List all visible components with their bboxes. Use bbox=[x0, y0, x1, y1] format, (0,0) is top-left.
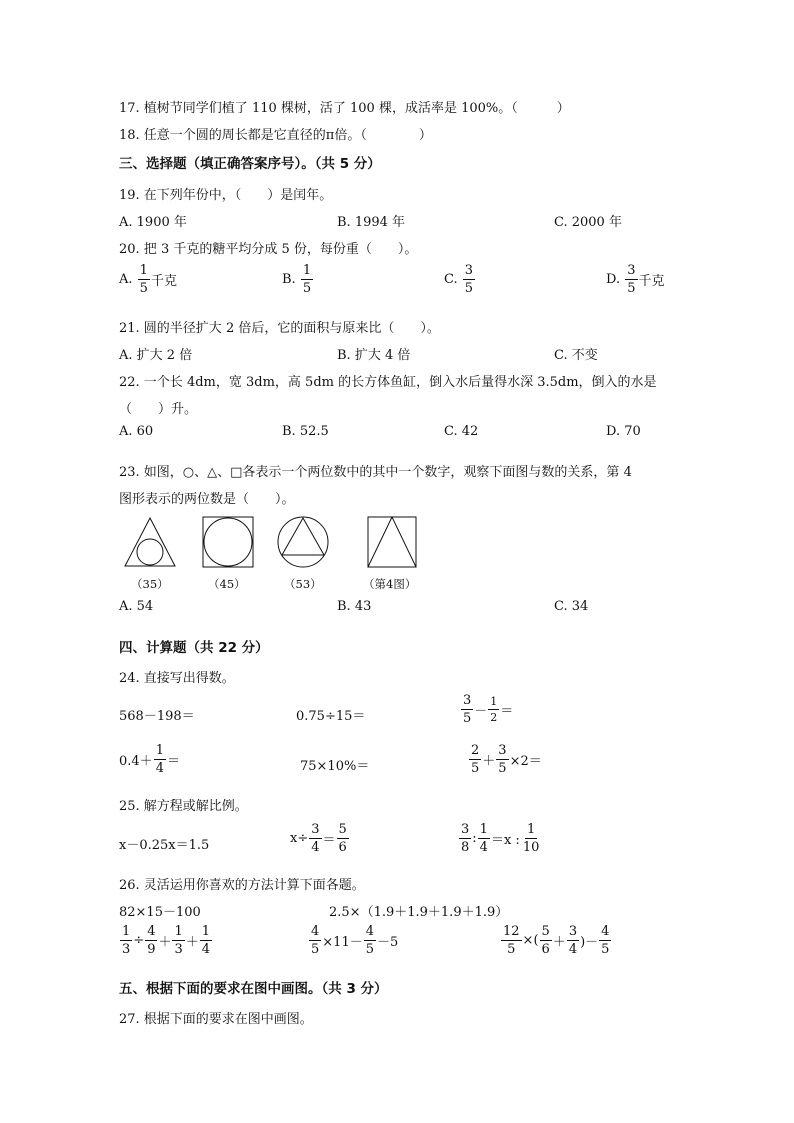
fraction: $\frac{1}{3}$ bbox=[122, 924, 131, 957]
question-20-stem: 20. 把 3 千克的糖平均分成 5 份，每份重（ ）。 bbox=[119, 242, 418, 257]
fraction: $\frac{3}{4}$ bbox=[311, 822, 320, 855]
question-24-stem: 24. 直接写出得数。 bbox=[119, 671, 235, 686]
question-17: 17. 植树节同学们植了 110 棵树，活了 100 棵，成活率是 100%。（ ） bbox=[119, 101, 570, 116]
q21-option-c: C. 不变 bbox=[554, 348, 598, 363]
q21-option-a: A. 扩大 2 倍 bbox=[119, 348, 193, 363]
q23-option-a: A. 54 bbox=[119, 599, 154, 614]
q20-option-d bbox=[606, 264, 665, 295]
question-22-stem-cont: （ ）升。 bbox=[119, 402, 198, 417]
fraction: $\frac{2}{5}$ bbox=[471, 743, 480, 776]
q26-expr-5 bbox=[500, 925, 612, 956]
operator: ＋ bbox=[482, 754, 496, 769]
question-22-stem: 22. 一个长 4dm，宽 3dm，高 5dm 的长方体鱼缸，倒入水后量得水深 3.5dm，倒入的水是 bbox=[119, 375, 657, 390]
expr-prefix: x÷ bbox=[290, 831, 309, 846]
fraction: $\frac{3}{8}$ bbox=[461, 822, 470, 855]
q21-option-b: B. 扩大 4 倍 bbox=[337, 348, 411, 363]
ratio-colon: : bbox=[472, 831, 477, 846]
caption-figure-4: （第4图） bbox=[363, 577, 417, 591]
equals: ＝ bbox=[322, 833, 336, 848]
equals: ＝ bbox=[166, 754, 180, 769]
figure-square-triangle bbox=[368, 517, 416, 567]
fraction: $\frac{1}{4}$ bbox=[479, 822, 488, 855]
q26-expr-1: 82×15－100 bbox=[119, 905, 201, 920]
equals: ＝ bbox=[500, 704, 514, 719]
operator: )－ bbox=[580, 935, 599, 950]
expr-prefix: 0.4＋ bbox=[119, 754, 153, 769]
q24-expr-4 bbox=[119, 744, 180, 775]
q24-expr-2: 0.75÷15＝ bbox=[296, 709, 366, 724]
q25-expr-1: x－0.25x＝1.5 bbox=[119, 838, 210, 853]
fraction: $\frac{3}{5}$ bbox=[463, 693, 472, 726]
fraction: $\frac{4}{5}$ bbox=[365, 924, 374, 957]
caption-figure-3: （53） bbox=[284, 577, 322, 591]
fraction: $\frac{5}{6}$ bbox=[541, 924, 550, 957]
operator: ＋ bbox=[185, 935, 199, 950]
section-3-heading: 三、选择题（填正确答案序号）。（共 5 分） bbox=[119, 156, 381, 172]
figure-triangle-circle bbox=[125, 518, 175, 566]
fraction: $\frac{1}{5}$ bbox=[302, 263, 312, 296]
expr-suffix: ×2＝ bbox=[509, 754, 542, 769]
fraction: $\frac{3}{5}$ bbox=[464, 263, 474, 296]
fraction: $\frac{1}{3}$ bbox=[174, 924, 183, 957]
expr-suffix: －5 bbox=[377, 935, 399, 950]
q26-expr-4 bbox=[308, 925, 398, 956]
fraction: $\frac{1}{10}$ bbox=[522, 822, 540, 855]
operator: ＋ bbox=[158, 935, 172, 950]
q26-expr-3 bbox=[119, 925, 213, 956]
q20-option-b bbox=[282, 264, 314, 295]
expr-middle: ×11－ bbox=[322, 935, 363, 950]
option-label: B. bbox=[282, 272, 296, 287]
q20-option-c bbox=[444, 264, 476, 295]
q22-option-b: B. 52.5 bbox=[282, 424, 329, 439]
option-label: D. bbox=[606, 272, 621, 287]
section-4-heading: 四、计算题（共 22 分） bbox=[119, 640, 269, 656]
operator: － bbox=[474, 704, 488, 719]
q19-option-c: C. 2000 年 bbox=[554, 215, 622, 230]
q22-option-c: C. 42 bbox=[444, 424, 479, 439]
fraction: $\frac{3}{5}$ bbox=[498, 743, 507, 776]
q23-option-b: B. 43 bbox=[337, 599, 372, 614]
caption-figure-2: （45） bbox=[208, 577, 246, 591]
q22-option-a: A. 60 bbox=[119, 424, 154, 439]
fraction: $\frac{4}{5}$ bbox=[311, 924, 320, 957]
q24-expr-3 bbox=[460, 694, 513, 725]
fraction: $\frac{1}{4}$ bbox=[201, 924, 211, 957]
option-label: A. bbox=[119, 272, 133, 287]
q25-expr-2 bbox=[290, 823, 350, 854]
shape-figures bbox=[120, 512, 420, 572]
fraction: $\frac{1}{4}$ bbox=[155, 743, 164, 776]
operator: ＋ bbox=[552, 935, 566, 950]
question-26-stem: 26. 灵活运用你喜欢的方法计算下面各题。 bbox=[119, 878, 365, 893]
question-19-stem: 19. 在下列年份中，（ ）是闰年。 bbox=[119, 188, 333, 203]
q24-expr-6 bbox=[468, 744, 542, 775]
fraction: $\frac{3}{4}$ bbox=[568, 924, 578, 957]
fraction: $\frac{4}{9}$ bbox=[147, 924, 156, 957]
expr-middle: ＝x : bbox=[490, 833, 520, 848]
unit: 千克 bbox=[638, 274, 665, 289]
operator: ÷ bbox=[133, 933, 145, 948]
question-27-stem: 27. 根据下面的要求在图中画图。 bbox=[119, 1012, 313, 1027]
fraction: $\frac{12}{5}$ bbox=[503, 924, 520, 957]
question-25-stem: 25. 解方程或解比例。 bbox=[119, 799, 248, 814]
section-5-heading: 五、根据下面的要求在图中画图。（共 3 分） bbox=[119, 981, 388, 997]
figure-circle-triangle bbox=[278, 517, 328, 567]
operator: ×( bbox=[522, 933, 539, 948]
q20-option-a bbox=[119, 264, 177, 295]
figure-square-circle bbox=[203, 517, 253, 567]
question-21-stem: 21. 圆的半径扩大 2 倍后，它的面积与原来比（ ）。 bbox=[119, 321, 440, 336]
q19-option-b: B. 1994 年 bbox=[337, 215, 406, 230]
q23-option-c: C. 34 bbox=[554, 599, 589, 614]
q22-option-d: D. 70 bbox=[606, 424, 641, 439]
fraction: $\frac{5}{6}$ bbox=[338, 822, 347, 855]
q26-expr-2: 2.5×（1.9＋1.9＋1.9＋1.9） bbox=[329, 905, 509, 920]
unit: 千克 bbox=[150, 274, 177, 289]
option-label: C. bbox=[444, 272, 458, 287]
question-18: 18. 任意一个圆的周长都是它直径的π倍。（ ） bbox=[119, 128, 432, 143]
fraction: $\frac{3}{5}$ bbox=[627, 263, 636, 296]
q19-option-a: A. 1900 年 bbox=[119, 215, 187, 230]
question-23-stem: 23. 如图，○、△、□各表示一个两位数中的其中一个数字，观察下面图与数的关系，第 4 bbox=[119, 465, 632, 480]
caption-figure-1: （35） bbox=[131, 577, 169, 591]
fraction: $\frac{1}{2}$ bbox=[490, 695, 498, 724]
q25-expr-3 bbox=[458, 823, 542, 854]
question-23-stem-cont: 图形表示的两位数是（ ）。 bbox=[119, 492, 295, 507]
fraction: $\frac{4}{5}$ bbox=[601, 924, 610, 957]
fraction: $\frac{1}{5}$ bbox=[139, 263, 148, 296]
q24-expr-5: 75×10%＝ bbox=[300, 759, 370, 774]
q24-expr-1: 568－198＝ bbox=[119, 709, 195, 724]
